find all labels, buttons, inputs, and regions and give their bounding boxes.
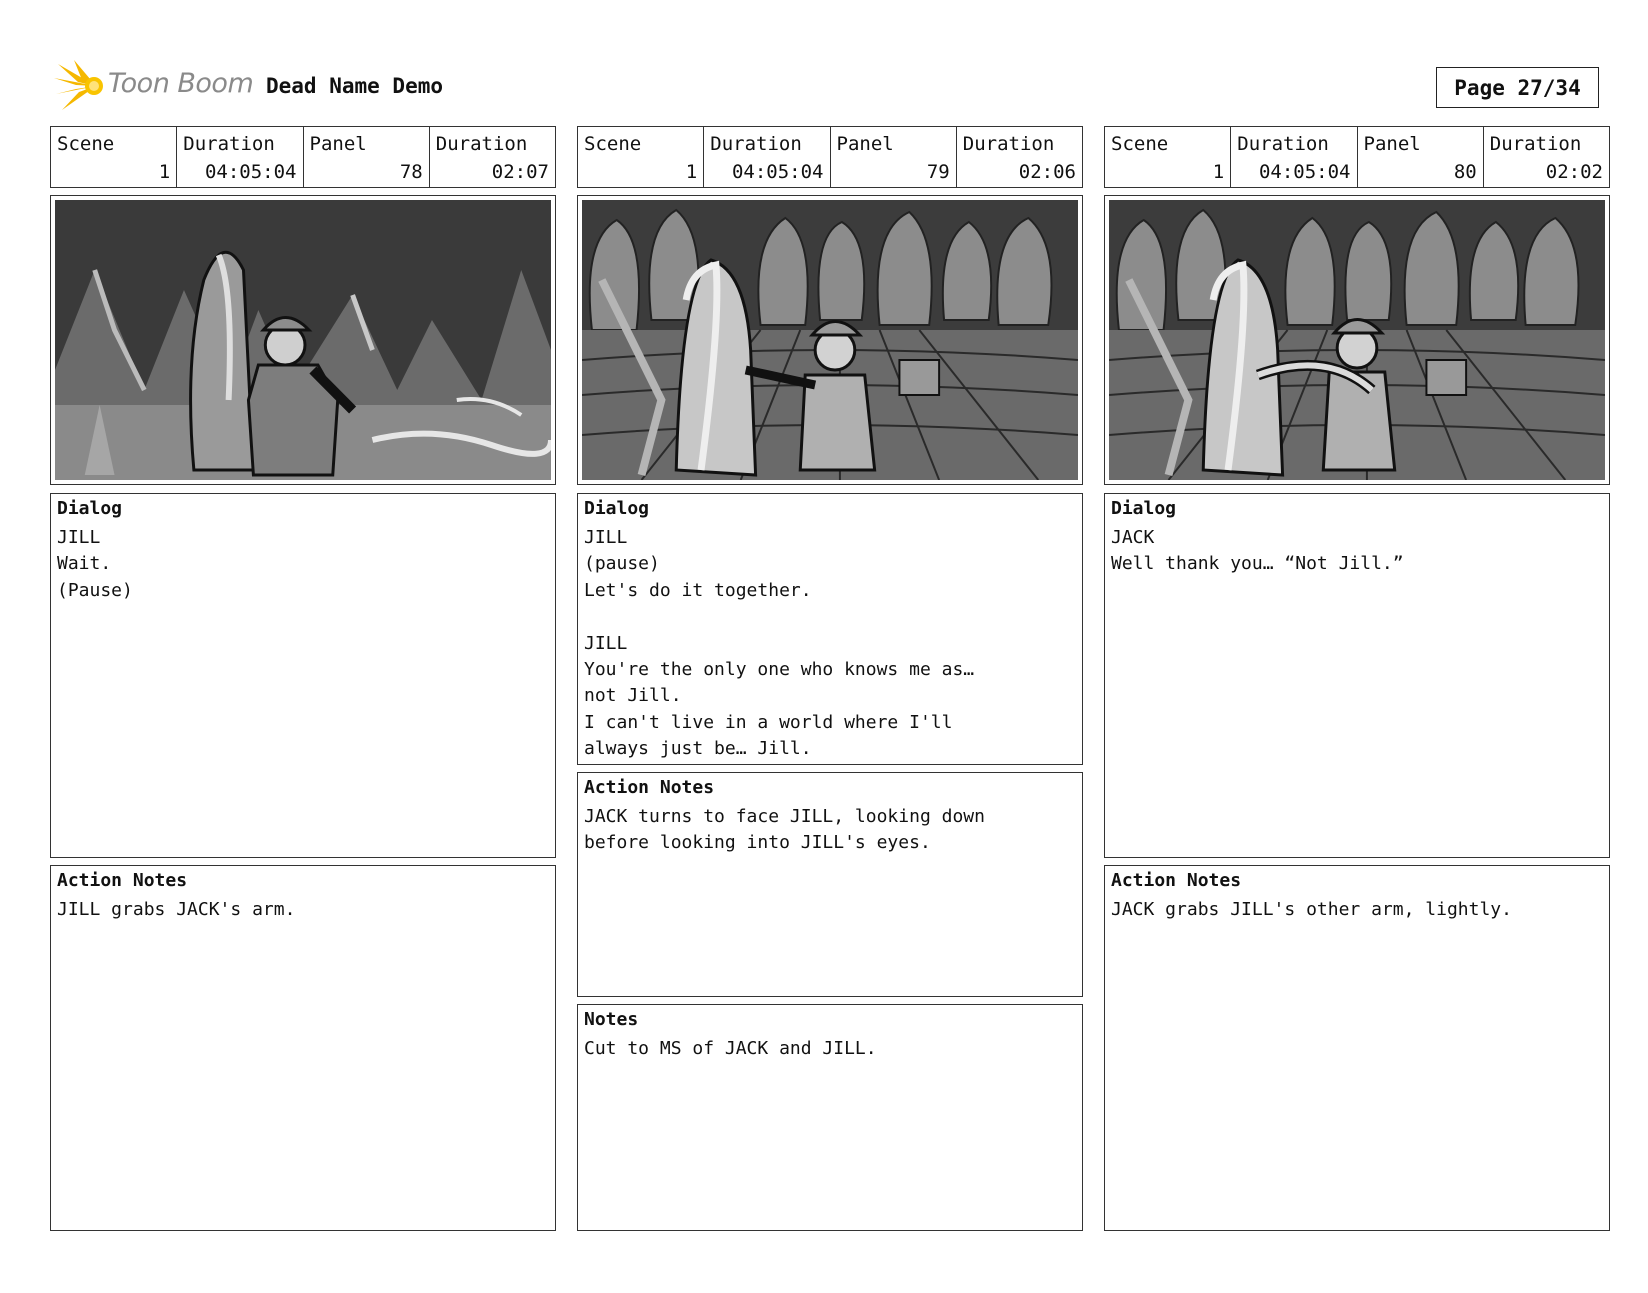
dialog-box xyxy=(50,493,556,858)
dialog-heading: Dialog xyxy=(584,498,650,519)
panel-duration-cell xyxy=(1484,127,1609,187)
dialog-line: Well thank you… “Not Jill.” xyxy=(1111,553,1404,575)
panel-header xyxy=(577,126,1083,188)
action-note-line: before looking into JILL's eyes. xyxy=(584,832,931,854)
scene-number: 1 xyxy=(685,161,698,183)
document-title: Dead Name Demo xyxy=(266,74,444,98)
panel-header xyxy=(1104,126,1610,188)
dialog-box xyxy=(1104,493,1610,858)
forest-scene-sketch xyxy=(582,200,1078,480)
scene-number: 1 xyxy=(158,161,171,183)
panel-number: 80 xyxy=(1453,161,1477,183)
dialog-line: Wait. xyxy=(57,553,112,575)
scene-cell xyxy=(1105,127,1231,187)
panel-duration-cell xyxy=(957,127,1082,187)
dialog-line: You're the only one who knows me as… xyxy=(584,659,975,681)
dialog-line: not Jill. xyxy=(584,685,682,707)
note-line: Cut to MS of JACK and JILL. xyxy=(584,1038,877,1059)
scene-cell xyxy=(578,127,704,187)
duration-label: Duration xyxy=(183,133,275,155)
dialog-line: JILL xyxy=(57,527,101,548)
panel-image[interactable] xyxy=(1104,195,1610,485)
panel-cell xyxy=(304,127,430,187)
panel-header xyxy=(50,126,556,188)
dialog-heading: Dialog xyxy=(1111,498,1177,519)
dialog-line xyxy=(584,604,1076,630)
panel-duration-cell xyxy=(430,127,555,187)
panel-number: 79 xyxy=(926,161,950,183)
dialog-line: I can't live in a world where I'll xyxy=(584,711,953,733)
duration-label: Duration xyxy=(1489,133,1582,155)
scene-number: 1 xyxy=(1212,161,1225,183)
action-notes-box xyxy=(50,865,556,1231)
action-notes-box xyxy=(1104,865,1610,1231)
dialog-heading: Dialog xyxy=(57,498,123,519)
panel-label: Panel xyxy=(1363,133,1421,155)
panel-number: 78 xyxy=(399,161,423,183)
scene-label: Scene xyxy=(584,133,642,155)
scene-duration: 04:05:04 xyxy=(731,161,824,183)
dialog-line: (pause) xyxy=(584,553,660,575)
panel-image[interactable] xyxy=(577,195,1083,485)
notes-box xyxy=(577,1004,1083,1231)
panel-cell xyxy=(1358,127,1484,187)
panel-cell xyxy=(831,127,957,187)
scene-duration-cell xyxy=(704,127,830,187)
dialog-line: Let's do it together. xyxy=(584,579,812,601)
panel-duration: 02:07 xyxy=(491,161,549,183)
dialog-line: JILL xyxy=(584,632,628,654)
action-note-line: JACK turns to face JILL, looking down xyxy=(584,806,985,827)
duration-label: Duration xyxy=(710,133,802,155)
action-notes-heading: Action Notes xyxy=(1111,870,1242,891)
duration-label: Duration xyxy=(435,133,528,155)
scene-label: Scene xyxy=(57,133,115,155)
forest-scene-sketch xyxy=(1109,200,1605,480)
sunburst-icon xyxy=(52,58,108,114)
action-notes-heading: Action Notes xyxy=(584,777,715,798)
action-note-line: JILL grabs JACK's arm. xyxy=(57,899,296,920)
panel-label: Panel xyxy=(309,133,367,155)
action-notes-heading: Action Notes xyxy=(57,870,188,891)
panel-duration: 02:02 xyxy=(1545,161,1603,183)
notes-heading: Notes xyxy=(584,1009,639,1030)
dialog-line: JILL xyxy=(584,527,628,548)
action-notes-box xyxy=(577,772,1083,997)
scene-label: Scene xyxy=(1111,133,1169,155)
brand-name: Toon Boom xyxy=(108,68,254,99)
toon-boom-logo xyxy=(52,58,252,114)
scene-duration-cell xyxy=(177,127,303,187)
scene-cell xyxy=(51,127,177,187)
page-indicator: Page 27/34 xyxy=(1436,67,1599,108)
action-note-line: JACK grabs JILL's other arm, lightly. xyxy=(1111,899,1512,920)
scene-duration: 04:05:04 xyxy=(204,161,297,183)
scene-duration-cell xyxy=(1231,127,1357,187)
panel-label: Panel xyxy=(836,133,894,155)
panel-image[interactable] xyxy=(50,195,556,485)
panel-duration: 02:06 xyxy=(1018,161,1076,183)
dialog-line: always just be… Jill. xyxy=(584,738,812,760)
duration-label: Duration xyxy=(1237,133,1329,155)
scene-duration: 04:05:04 xyxy=(1258,161,1351,183)
dialog-line: (Pause) xyxy=(57,579,133,601)
mountain-scene-sketch xyxy=(55,200,551,480)
dialog-line: JACK xyxy=(1111,527,1155,548)
duration-label: Duration xyxy=(962,133,1055,155)
dialog-box xyxy=(577,493,1083,765)
